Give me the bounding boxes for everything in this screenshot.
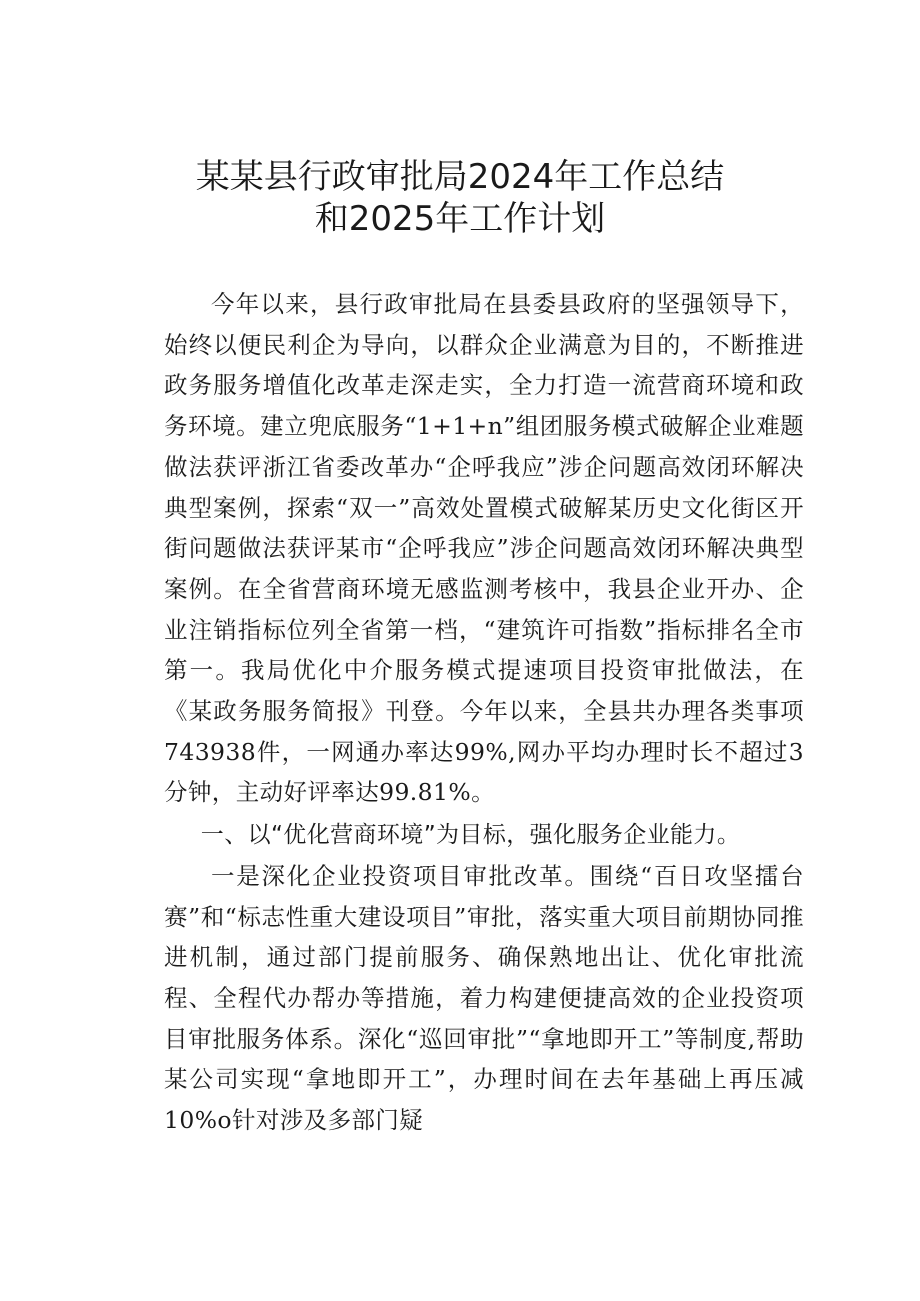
section-1-paragraph: 一是深化企业投资项目审批改革。围绕“百日攻坚擂台赛”和“标志性重大建设项目”审批，落实重大项目前期协同推进机制，通过部门提前服务、确保熟地出让、优化审批流程、全程代办帮办等措施，着力构建便捷高效的企业投资项目审批服务体系。深化“巡回审批”“拿地即开工”等制度,帮助某公司实现“拿地即开工”，办理时间在去年基础上再压减10%o针对涉及多部门疑 bbox=[164, 861, 804, 1135]
document-title-line2: 和2025年工作计划 bbox=[314, 199, 606, 239]
document-body bbox=[164, 284, 804, 1141]
intro-paragraph: 今年以来，县行政审批局在县委县政府的坚强领导下，始终以便民利企为导向，以群众企业满意为目的，不断推进政务服务增值化改革走深走实，全力打造一流营商环境和政务环境。建立兜底服务“1+1+n”组团服务模式破解企业难题做法获评浙江省委改革办“企呼我应”涉企问题高效闭环解决典型案例，探索“双一”高效处置模式破解某历史文化街区开街问题做法获评某市“企呼我应”涉企问题高效闭环解决典型案例。在全省营商环境无感监测考核中，我县企业开办、企业注销指标位列全省第一档，“建筑许可指数”指标排名全市第一。我局优化中介服务模式提速项目投资审批做法，在《某政务服务简报》刊登。今年以来，全县共办理各类事项743938件，一网通办率达99%,网办平均办理时长不超过3分钟，主动好评率达99.81%。 bbox=[164, 290, 804, 807]
document-title-line1: 某某县行政审批局2024年工作总结 bbox=[195, 157, 725, 197]
section-heading-1: 一、以“优化营商环境”为目标，强化服务企业能力。 bbox=[200, 822, 741, 849]
